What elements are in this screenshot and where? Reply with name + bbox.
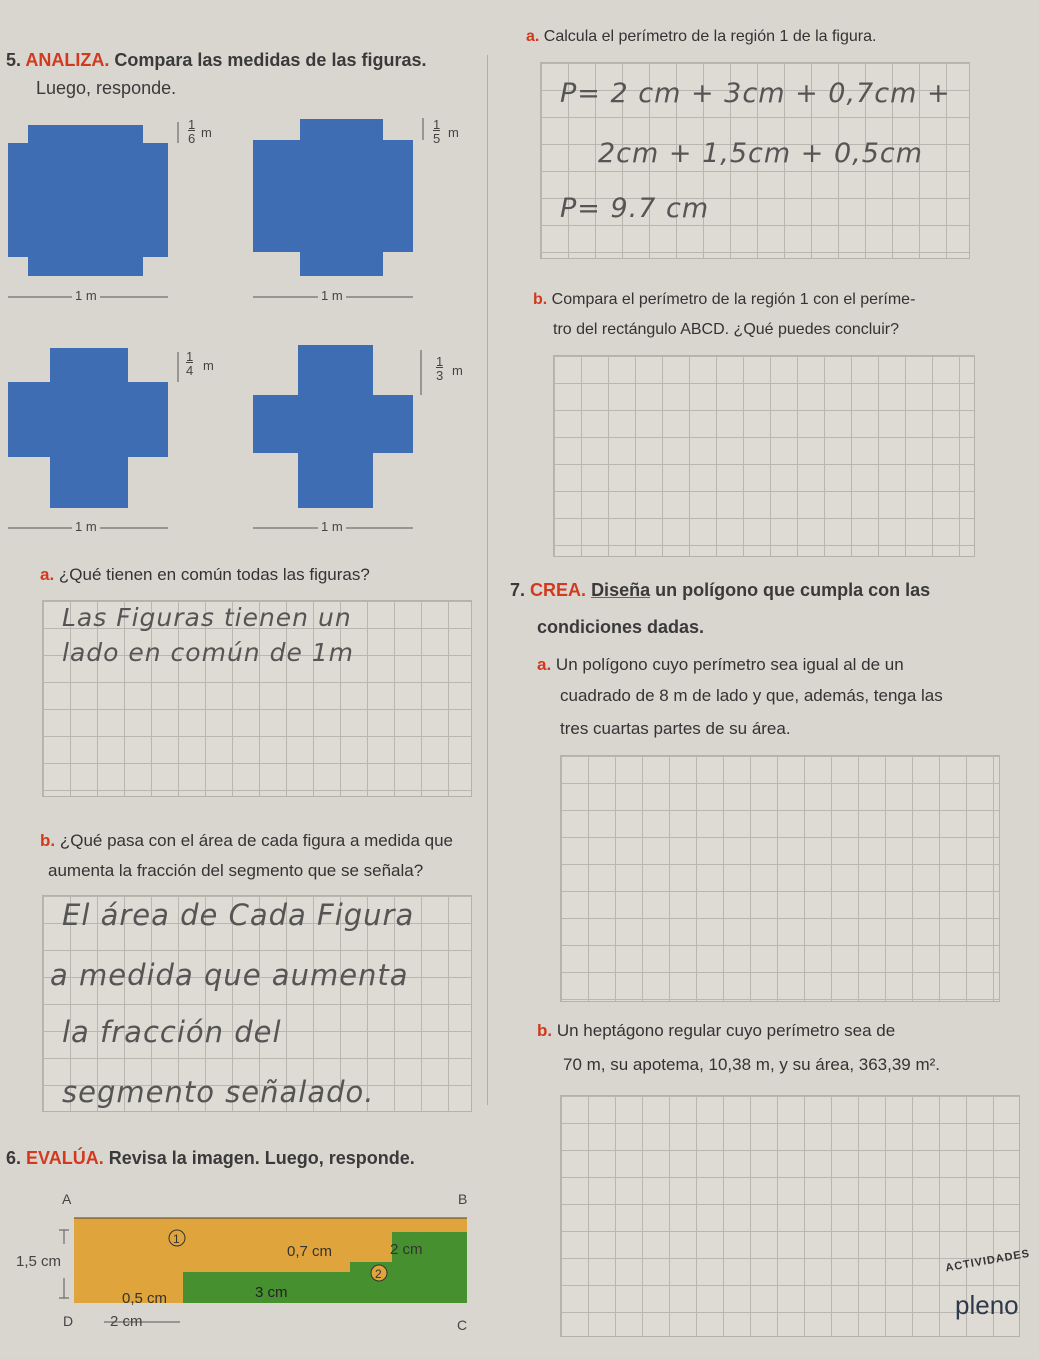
fraction-label-fig1: 1 6 bbox=[188, 117, 196, 146]
answer-5b-line1: El área de Cada Figura bbox=[62, 898, 415, 932]
exercise-5-title: 5. ANALIZA. Compara las medidas de las figuras. bbox=[6, 50, 427, 70]
question-7a-line3: tres cuartas partes de su área. bbox=[560, 719, 791, 738]
fraction-unit-fig1: m bbox=[201, 125, 212, 140]
figure-4 bbox=[253, 345, 413, 508]
question-7b: b. Un heptágono regular cuyo perímetro sea de bbox=[537, 1021, 896, 1040]
label-3cm: 3 cm bbox=[255, 1284, 288, 1301]
fraction-label-fig3: 1 4 bbox=[186, 349, 194, 378]
pleno-logo: pleno bbox=[955, 1290, 1019, 1320]
vertex-a: A bbox=[62, 1191, 72, 1207]
label-2cm-bottom: 2 cm bbox=[110, 1313, 143, 1330]
answer-5b-line2: a medida que aumenta bbox=[50, 958, 409, 992]
fraction-unit-fig3: m bbox=[203, 358, 214, 373]
question-7a: a. Un polígono cuyo perímetro sea igual al de un bbox=[537, 655, 904, 674]
answer-5a-line1: Las Figuras tienen un bbox=[62, 603, 352, 632]
figure-1 bbox=[8, 119, 413, 276]
question-6b-line2: tro del rectángulo ABCD. ¿Qué puedes concluir? bbox=[553, 321, 899, 338]
answer-5b-line4: segmento señalado. bbox=[62, 1075, 375, 1109]
exercise-6-diagram bbox=[0, 1190, 480, 1350]
exercise-6-title: 6. EVALÚA. Revisa la imagen. Luego, responde. bbox=[6, 1148, 415, 1168]
question-5b: b. ¿Qué pasa con el área de cada figura a medida que bbox=[40, 831, 453, 850]
vertex-d: D bbox=[63, 1313, 74, 1329]
width-label-fig3: 1 m bbox=[72, 519, 100, 534]
answer-5b-line3: la fracción del bbox=[62, 1015, 282, 1049]
question-5b-line2: aumenta la fracción del segmento que se señala? bbox=[48, 861, 424, 880]
region-1-label: 1 bbox=[173, 1232, 180, 1246]
fraction-unit-fig2: m bbox=[448, 125, 459, 140]
fraction-unit-fig4: m bbox=[452, 363, 463, 378]
figure-3 bbox=[8, 348, 168, 508]
height-label: 1,5 cm bbox=[16, 1253, 62, 1270]
answer-grid-7b[interactable] bbox=[560, 1095, 1020, 1337]
question-7b-line2: 70 m, su apotema, 10,38 m, y su área, 363,39 m². bbox=[563, 1055, 941, 1074]
label-07cm: 0,7 cm bbox=[287, 1243, 333, 1260]
exercise-7-title: 7. CREA. Diseña un polígono que cumpla con las bbox=[510, 580, 931, 600]
figures-panel bbox=[0, 100, 480, 540]
answer-5a-line2: lado en común de 1m bbox=[62, 638, 355, 667]
question-6a: a. Calcula el perímetro de la región 1 de la figura. bbox=[526, 28, 877, 45]
answer-6a-line3: P= 9.7 cm bbox=[560, 193, 710, 224]
fraction-label-fig4: 1 3 bbox=[436, 354, 444, 383]
width-label-fig2: 1 m bbox=[318, 288, 346, 303]
question-6b: b. Compara el perímetro de la región 1 con el períme- bbox=[533, 291, 916, 308]
label-05cm: 0,5 cm bbox=[122, 1290, 168, 1307]
exercise-5-subtitle: Luego, responde. bbox=[36, 78, 177, 98]
answer-grid-7a[interactable] bbox=[560, 755, 1000, 1002]
answer-6a-line1: P= 2 cm + 3cm + 0,7cm + bbox=[560, 78, 951, 109]
region-2-label: 2 bbox=[375, 1267, 382, 1281]
question-7a-line2: cuadrado de 8 m de lado y que, además, tenga las bbox=[560, 686, 943, 705]
answer-grid-6b[interactable] bbox=[553, 355, 975, 557]
width-label-fig4: 1 m bbox=[318, 519, 346, 534]
label-2cm-top: 2 cm bbox=[390, 1241, 423, 1258]
question-5a: a. ¿Qué tienen en común todas las figuras? bbox=[40, 565, 370, 584]
vertex-c: C bbox=[457, 1317, 468, 1333]
vertex-b: B bbox=[458, 1191, 468, 1207]
fraction-label-fig2: 1 5 bbox=[433, 117, 441, 146]
width-label-fig1: 1 m bbox=[72, 288, 100, 303]
actividades-stamp: ACTIVIDADES bbox=[944, 1247, 1031, 1275]
column-divider bbox=[487, 55, 488, 1105]
exercise-7-title-line2: condiciones dadas. bbox=[537, 617, 705, 637]
answer-6a-line2: 2cm + 1,5cm + 0,5cm bbox=[598, 138, 924, 169]
